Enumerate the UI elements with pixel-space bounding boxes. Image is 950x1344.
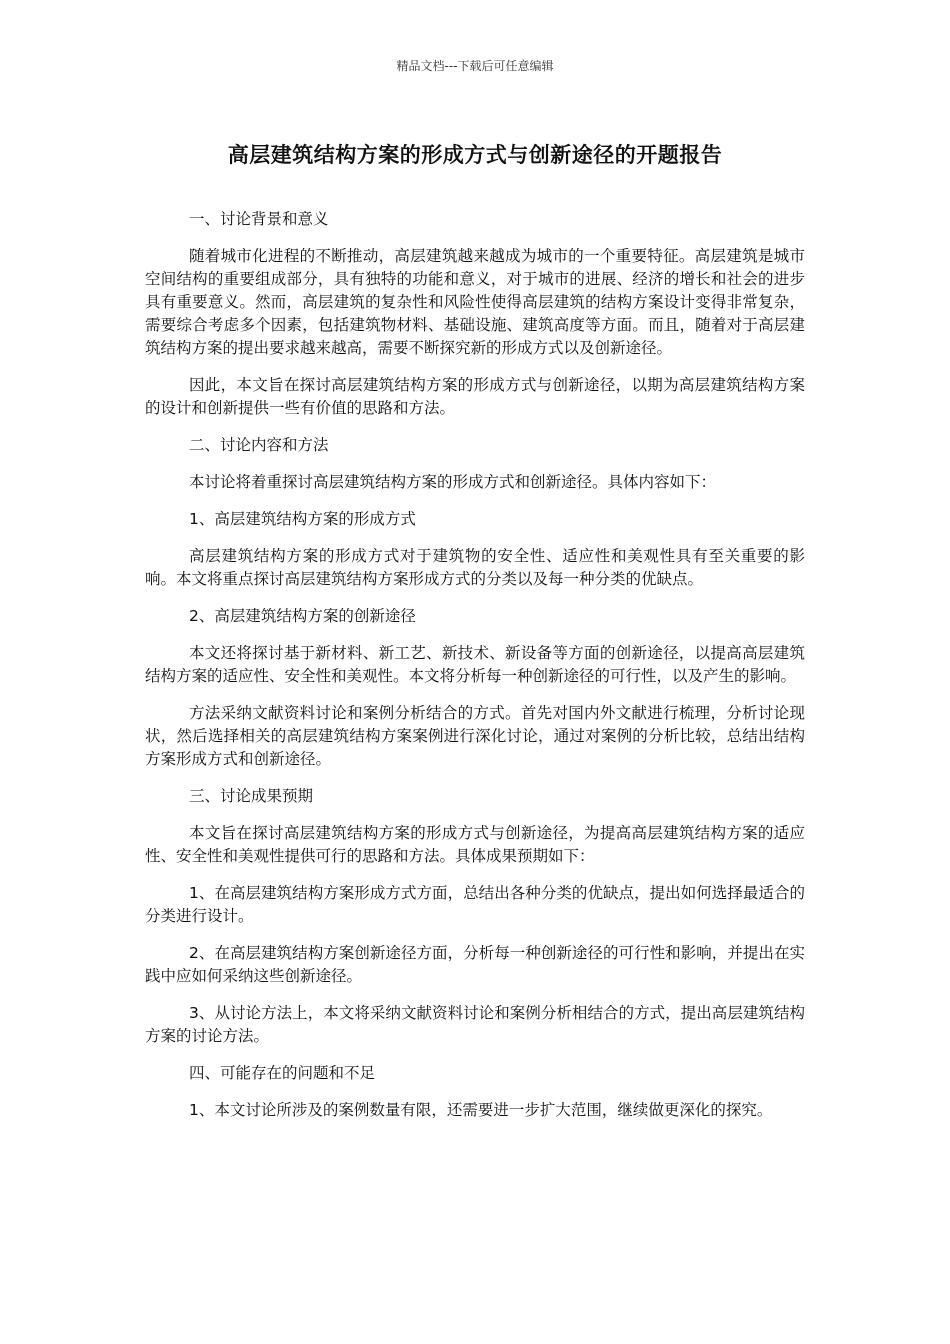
- paragraph: 随着城市化进程的不断推动，高层建筑越来越成为城市的一个重要特征。高层建筑是城市空间结构的重要组成部分，具有独特的功能和意义，对于城市的进展、经济的增长和社会的进步具有重要意义。然而，高层建筑的复杂性和风险性使得高层建筑的结构方案设计变得非常复杂，需要综合考虑多个因素，包括建筑物材料、基础设施、建筑高度等方面。而且，随着对于高层建筑结构方案的提出要求越来越高，需要不断探究新的形成方式以及创新途径。: [145, 247, 805, 357]
- document-body: [145, 208, 805, 1136]
- list-item: 1、本文讨论所涉及的案例数量有限，还需要进一步扩大范围，继续做更深化的探究。: [189, 1101, 773, 1119]
- paragraph: 方法采纳文献资料讨论和案例分析结合的方式。首先对国内外文献进行梳理，分析讨论现状，然后选择相关的高层建筑结构方案案例进行深化讨论，通过对案例的分析比较，总结出结构方案形成方式和创新途径。: [145, 704, 805, 768]
- section-heading-problems: 四、可能存在的问题和不足: [189, 1064, 376, 1082]
- paragraph: 本文还将探讨基于新材料、新工艺、新技术、新设备等方面的创新途径，以提高高层建筑结构方案的适应性、安全性和美观性。本文将分析每一种创新途径的可行性，以及产生的影响。: [145, 644, 805, 685]
- section-heading-background: 一、讨论背景和意义: [189, 210, 329, 228]
- list-item: 1、在高层建筑结构方案形成方式方面，总结出各种分类的优缺点，提出如何选择最适合的分类进行设计。: [145, 884, 805, 925]
- list-item: 3、从讨论方法上，本文将采纳文献资料讨论和案例分析相结合的方式，提出高层建筑结构方案的讨论方法。: [145, 1004, 805, 1045]
- document-title: 高层建筑结构方案的形成方式与创新途径的开题报告: [227, 143, 723, 167]
- paragraph: 高层建筑结构方案的形成方式对于建筑物的安全性、适应性和美观性具有至关重要的影响。本文将重点探讨高层建筑结构方案形成方式的分类以及每一种分类的优缺点。: [145, 547, 805, 588]
- section-heading-expected-results: 三、讨论成果预期: [189, 787, 314, 805]
- subheading-formation: 1、高层建筑结构方案的形成方式: [189, 510, 416, 528]
- subheading-innovation: 2、高层建筑结构方案的创新途径: [189, 607, 416, 625]
- paragraph: 因此，本文旨在探讨高层建筑结构方案的形成方式与创新途径，以期为高层建筑结构方案的设计和创新提供一些有价值的思路和方法。: [145, 376, 805, 417]
- paragraph: 本讨论将着重探讨高层建筑结构方案的形成方式和创新途径。具体内容如下：: [189, 473, 717, 491]
- list-item: 2、在高层建筑结构方案创新途径方面，分析每一种创新途径的可行性和影响，并提出在实践中应如何采纳这些创新途径。: [145, 944, 805, 985]
- section-heading-content-method: 二、讨论内容和方法: [189, 436, 329, 454]
- page-header: 精品文档---下载后可任意编辑: [396, 59, 554, 73]
- paragraph: 本文旨在探讨高层建筑结构方案的形成方式与创新途径，为提高高层建筑结构方案的适应性、安全性和美观性提供可行的思路和方法。具体成果预期如下：: [145, 824, 805, 865]
